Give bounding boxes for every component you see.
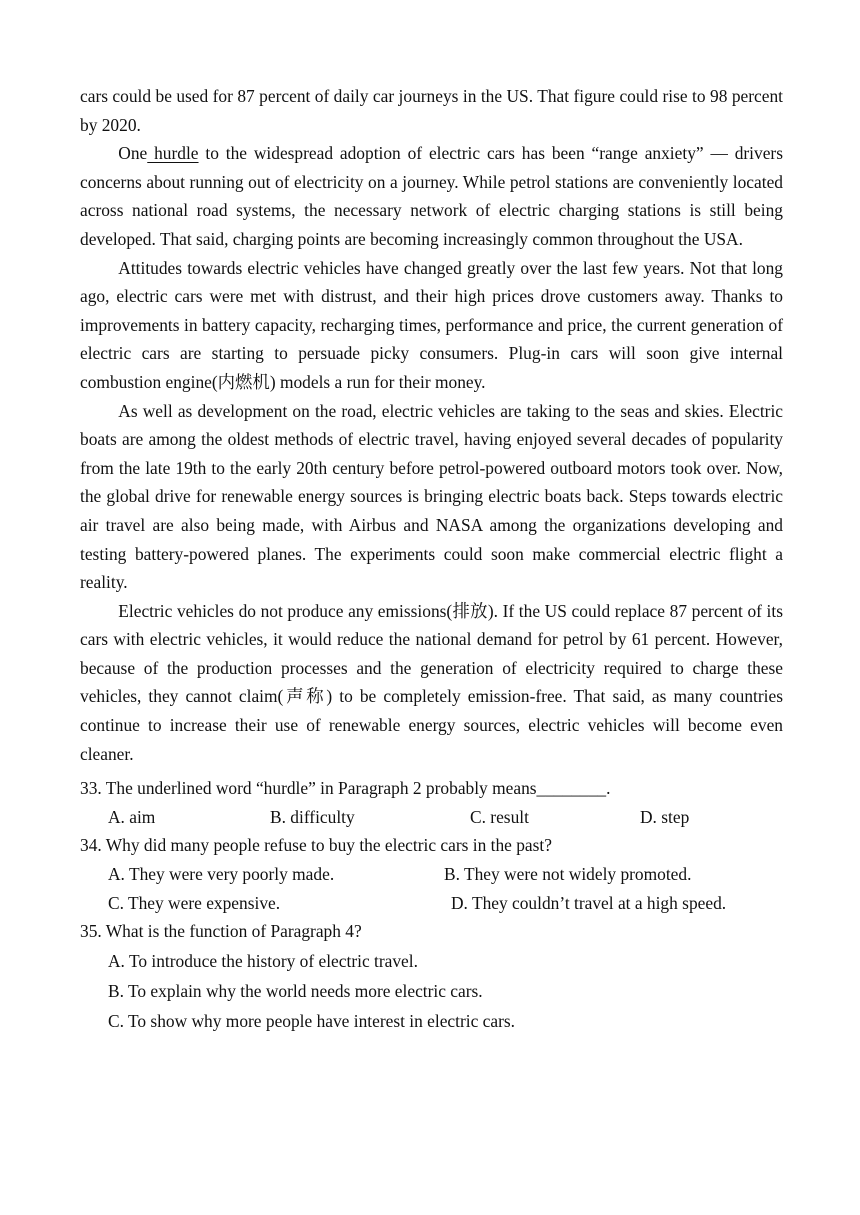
option-a[interactable]: A. aim: [108, 806, 156, 827]
reading-passage: [80, 82, 783, 768]
questions-section: [80, 774, 783, 1036]
option-d[interactable]: D. step: [640, 806, 690, 827]
paragraph-2: [80, 139, 783, 253]
option-a[interactable]: A. To introduce the history of electric travel.: [108, 950, 418, 971]
option-b[interactable]: B. They were not widely promoted.: [444, 864, 692, 885]
option-c[interactable]: C. result: [470, 806, 529, 827]
paragraph-1: cars could be used for 87 percent of daily car journeys in the US. That figure could rise to 98 percent by 2020.: [80, 86, 783, 135]
option-c[interactable]: C. They were expensive.: [108, 892, 281, 913]
paragraph-5: Electric vehicles do not produce any emissions(排放). If the US could replace 87 percent of its cars with electric vehicles, it would reduce the national demand for petrol by 61 percent. However, because of the production processes and the generation of electricity required to charge these vehicles, they cannot claim(声称) to be completely emission-free. That said, as many countries continue to increase their use of renewable energy sources, electric vehicles will become even cleaner.: [80, 600, 783, 764]
question-34-options-row-2: [80, 889, 783, 918]
paragraph-2-rest: to the widespread adoption of electric cars has been “range anxiety” — drivers concerns about running out of electricity on a journey. While petrol stations are conveniently located across national road systems, the necessary network of electric charging stations is still being developed. That said, charging points are becoming increasingly common throughout the USA.: [80, 143, 783, 249]
question-34-options-row-1: [80, 860, 783, 889]
option-b[interactable]: B. To explain why the world needs more electric cars.: [108, 980, 483, 1001]
option-b[interactable]: B. difficulty: [270, 806, 355, 827]
question-34-stem: 34. Why did many people refuse to buy the electric cars in the past?: [80, 835, 552, 856]
document-page: [80, 82, 783, 1036]
option-a[interactable]: A. They were very poorly made.: [108, 864, 335, 885]
underlined-word-hurdle: hurdle: [147, 143, 199, 164]
paragraph-3: Attitudes towards electric vehicles have changed greatly over the last few years. Not that long ago, electric cars were met with distrust, and their high prices drove customers away. Thanks to improvements in battery capacity, recharging times, performance and price, the current generation of electric cars are starting to persuade picky consumers. Plug-in cars will soon give internal combustion engine(内燃机) models a run for their money.: [80, 257, 783, 392]
question-33-options: [80, 803, 783, 832]
option-c[interactable]: C. To show why more people have interest in electric cars.: [108, 1010, 516, 1031]
option-d[interactable]: D. They couldn’t travel at a high speed.: [451, 892, 727, 913]
paragraph-2-start: One: [118, 143, 148, 164]
question-33-stem: 33. The underlined word “hurdle” in Paragraph 2 probably means________.: [80, 778, 611, 799]
question-35-stem: 35. What is the function of Paragraph 4?: [80, 921, 362, 942]
paragraph-4: As well as development on the road, electric vehicles are taking to the seas and skies. Electric boats are among the oldest methods of electric travel, having enjoyed several decades of popularity from the late 19th to the early 20th century before petrol-powered outboard motors took over. Now, the global drive for renewable energy sources is bringing electric boats back. Steps towards electric air travel are also being made, with Airbus and NASA among the organizations developing and testing battery-powered planes. The experiments could soon make commercial electric flight a reality.: [80, 400, 783, 593]
